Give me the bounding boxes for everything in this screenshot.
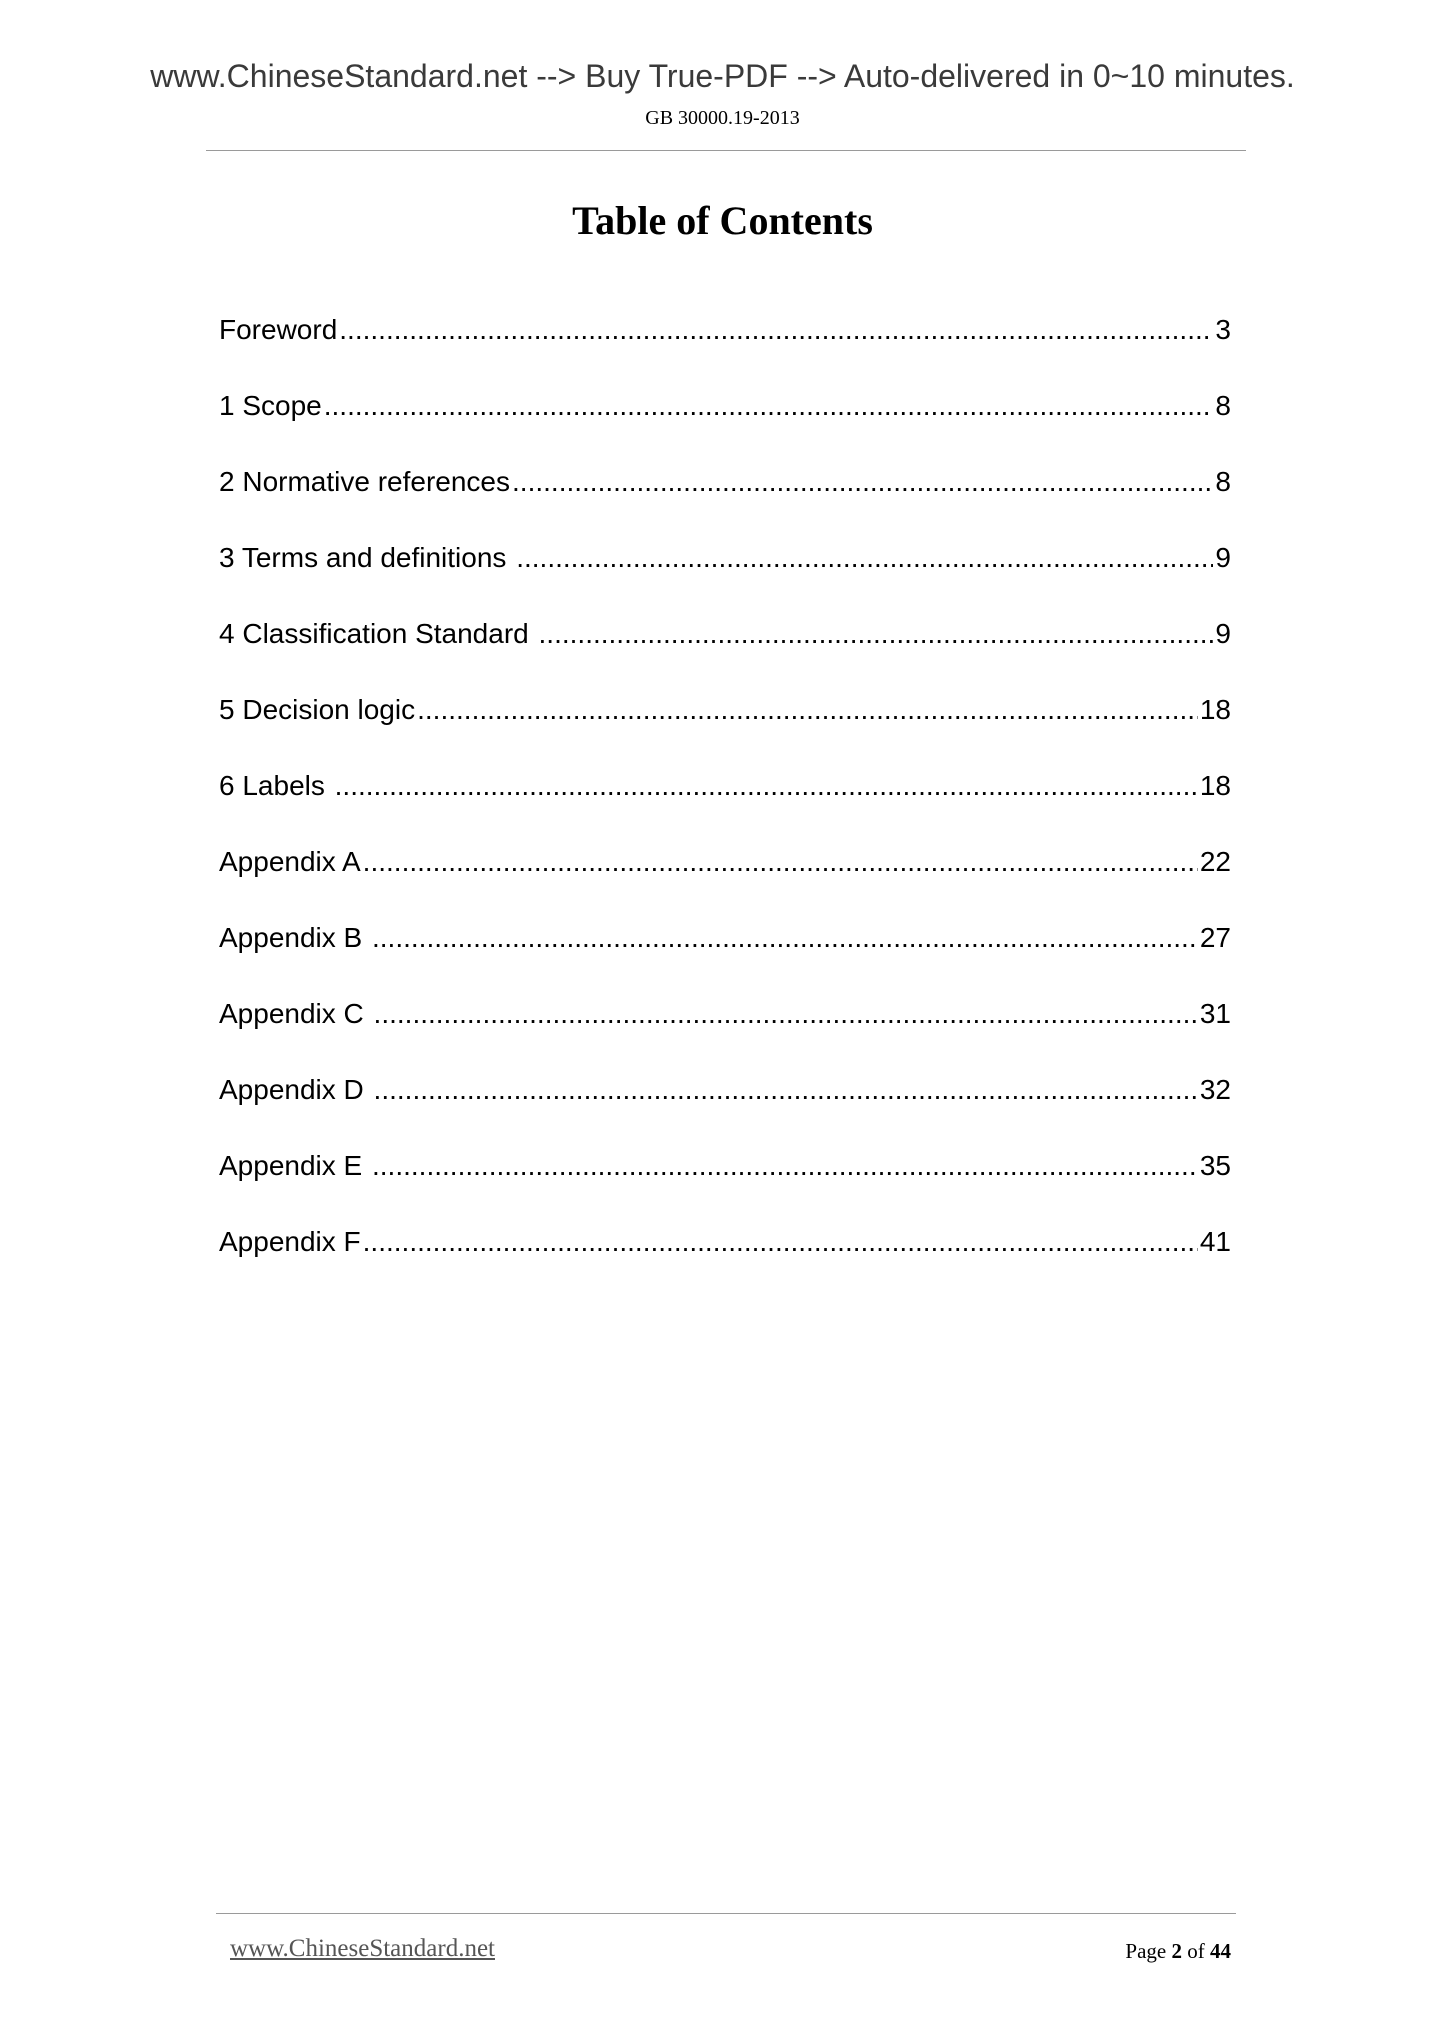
toc-leader-dots bbox=[512, 464, 1213, 500]
toc-entry-label: 3 Terms and definitions bbox=[219, 542, 515, 573]
toc-entry-page: 8 bbox=[1215, 390, 1231, 421]
toc-entry-page: 8 bbox=[1215, 466, 1231, 497]
toc-entry-page: 9 bbox=[1215, 618, 1231, 649]
footer-divider bbox=[216, 1913, 1236, 1914]
toc-list bbox=[219, 312, 1231, 1300]
toc-entry-page: 35 bbox=[1199, 1150, 1231, 1181]
toc-entry-appendix-b[interactable] bbox=[219, 920, 1231, 996]
toc-entry-page: 27 bbox=[1199, 922, 1231, 953]
toc-entry-appendix-d[interactable] bbox=[219, 1072, 1231, 1148]
toc-entry-label: 2 Normative references bbox=[219, 466, 511, 497]
toc-leader-dots bbox=[339, 312, 1213, 348]
toc-leader-dots bbox=[324, 388, 1214, 424]
toc-leader-dots bbox=[417, 692, 1198, 728]
toc-entry-appendix-a[interactable] bbox=[219, 844, 1231, 920]
footer-site-link[interactable]: www.ChineseStandard.net bbox=[230, 1935, 495, 1962]
toc-entry-decision-logic[interactable] bbox=[219, 692, 1231, 768]
toc-leader-dots bbox=[539, 616, 1214, 652]
page-number-current: 2 bbox=[1171, 1939, 1182, 1963]
page-number-of: of bbox=[1182, 1939, 1210, 1963]
page-number-prefix: Page bbox=[1125, 1939, 1172, 1963]
toc-entry-terms-and-definitions[interactable] bbox=[219, 540, 1231, 616]
toc-entry-page: 3 bbox=[1215, 314, 1231, 345]
toc-entry-label: 6 Labels bbox=[219, 770, 333, 801]
toc-entry-appendix-e[interactable] bbox=[219, 1148, 1231, 1224]
toc-entry-classification-standard[interactable] bbox=[219, 616, 1231, 692]
toc-entry-foreword[interactable] bbox=[219, 312, 1231, 388]
toc-leader-dots bbox=[363, 1224, 1198, 1260]
toc-entry-label: Appendix A bbox=[219, 846, 361, 877]
toc-entry-label: Appendix D bbox=[219, 1074, 372, 1105]
toc-title: Table of Contents bbox=[572, 198, 873, 243]
toc-entry-labels[interactable] bbox=[219, 768, 1231, 844]
toc-entry-scope[interactable] bbox=[219, 388, 1231, 464]
toc-entry-label: Appendix C bbox=[219, 998, 372, 1029]
toc-entry-appendix-c[interactable] bbox=[219, 996, 1231, 1072]
toc-entry-page: 41 bbox=[1199, 1226, 1231, 1257]
toc-entry-page: 18 bbox=[1199, 770, 1231, 801]
toc-entry-label: 4 Classification Standard bbox=[219, 618, 537, 649]
toc-entry-page: 31 bbox=[1199, 998, 1231, 1029]
page-number-total: 44 bbox=[1210, 1939, 1231, 1963]
toc-leader-dots bbox=[335, 768, 1198, 804]
toc-entry-label: 5 Decision logic bbox=[219, 694, 416, 725]
toc-entry-page: 18 bbox=[1199, 694, 1231, 725]
toc-leader-dots bbox=[374, 1072, 1198, 1108]
toc-entry-appendix-f[interactable] bbox=[219, 1224, 1231, 1300]
toc-leader-dots bbox=[516, 540, 1213, 576]
toc-entry-normative-references[interactable] bbox=[219, 464, 1231, 540]
site-banner: www.ChineseStandard.net --> Buy True-PDF --> Auto-delivered in 0~10 minutes. bbox=[150, 58, 1295, 94]
toc-entry-page: 9 bbox=[1215, 542, 1231, 573]
toc-entry-page: 32 bbox=[1199, 1074, 1231, 1105]
toc-entry-page: 22 bbox=[1199, 846, 1231, 877]
page-number bbox=[1125, 1938, 1231, 1964]
toc-entry-label: Appendix B bbox=[219, 922, 370, 953]
toc-entry-label: 1 Scope bbox=[219, 390, 322, 421]
document-code: GB 30000.19-2013 bbox=[645, 107, 800, 129]
header-divider bbox=[206, 150, 1246, 151]
toc-leader-dots bbox=[372, 1148, 1198, 1184]
toc-entry-label: Appendix F bbox=[219, 1226, 361, 1257]
toc-leader-dots bbox=[374, 996, 1198, 1032]
toc-leader-dots bbox=[363, 844, 1198, 880]
toc-entry-label: Foreword bbox=[219, 314, 338, 345]
toc-leader-dots bbox=[372, 920, 1198, 956]
toc-entry-label: Appendix E bbox=[219, 1150, 370, 1181]
